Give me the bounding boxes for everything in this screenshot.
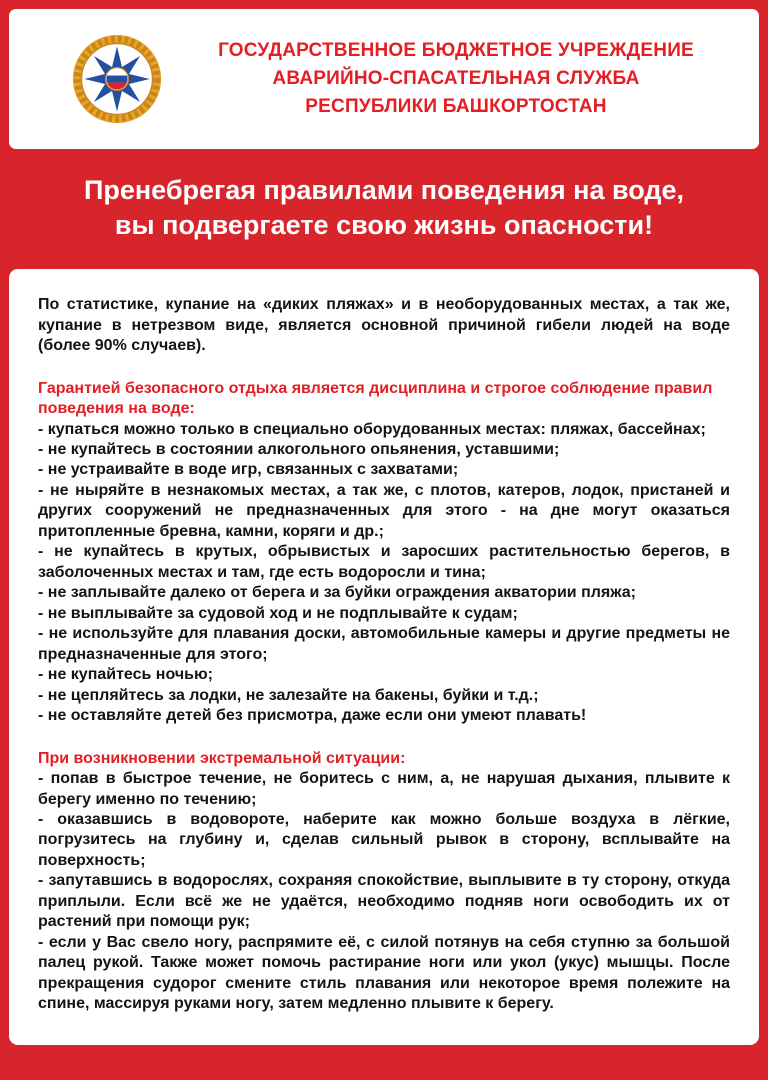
list-item: - не купайтесь ночью; [38,666,213,684]
list-item: - не ныряйте в незнакомых местах, а так же, с плотов, катеров, лодок, пристаней и других сооружений не предназначенных для этого - на дне могут оказаться притопленные бревна, камни, коряги и др.; [38,481,730,540]
emergency-heading: При возникновении экстремальной ситуации: [38,749,406,767]
rules-list [38,420,730,727]
list-item: - не купайтесь в состоянии алкогольного опьянения, уставшими; [38,441,560,458]
list-item: - не заплывайте далеко от берега и за буйки ограждения акватории пляжа; [38,584,636,602]
list-item: - оказавшись в водовороте, наберите как можно больше воздуха в лёгкие, погрузитесь на глубину и, сделав сильный рывок в сторону, всплывайте на поверхность; [38,810,730,869]
list-item: - не устраивайте в воде игр, связанных с захватами; [38,461,459,479]
warning-banner-line: Пренебрегая правилами поведения на воде, [83,175,685,205]
warning-banner [9,149,759,269]
org-title-line: ГОСУДАРСТВЕННОЕ БЮДЖЕТНОЕ УЧРЕЖДЕНИЕ [218,39,694,61]
org-title-line: РЕСПУБЛИКИ БАШКОРТОСТАН [305,96,607,118]
list-item: - не оставляйте детей без присмотра, даже если они умеют плавать! [38,707,587,725]
list-item: - если у Вас свело ногу, распрямите её, с силой потянув на себя ступню за большой палец рукой. Также может помочь растирание ноги или укол (укус) мышцы. После прекращения судорог смените стиль плавания или некоторое время полежите на спине, массируя руками ногу, затем медленно плывите к берегу. [38,933,730,1013]
list-item: - не используйте для плавания доски, автомобильные камеры и другие предметы не предназначенные для этого; [38,625,730,663]
list-item: - купаться можно только в специально оборудованных местах: пляжах, бассейнах; [38,420,706,438]
list-item: - не купайтесь в крутых, обрывистых и заросших растительностью берегов, в заболоченных местах и там, где есть водоросли и тина; [38,543,730,581]
warning-banner-line: вы подвергаете свою жизнь опасности! [114,210,654,241]
rules-heading: Гарантией безопасного отдыха является дисциплина и строгое соблюдение правил поведения на воде: [38,379,713,418]
org-title [179,37,733,121]
spacer [38,357,730,379]
emergency-list [38,769,730,1015]
list-item: - не выплывайте за судовой ход и не подплывайте к судам; [38,604,518,622]
list-item: - не цепляйтесь за лодки, не залезайте на бакены, буйки и т.д.; [38,686,539,704]
list-item: - запутавшись в водорослях, сохраняя спокойствие, выплывите в ту сторону, откуда приплыли. Если всё же не удаётся, необходимо подняв ноги освободить их от растений при помощи рук; [38,872,730,931]
header-panel [9,9,759,149]
intro-paragraph: По статистике, купание на «диких пляжах» и в необорудованных местах, а так же, купание в нетрезвом виде, является основной причиной гибели людей на воде (более 90% случаев). [38,296,730,355]
spacer [38,727,730,749]
org-title-line: АВАРИЙНО-СПАСАТЕЛЬНАЯ СЛУЖБА [272,67,640,89]
rescue-service-emblem-icon [69,31,165,127]
content-panel [9,269,759,1044]
list-item: - попав в быстрое течение, не боритесь с ним, а, не нарушая дыхания, плывите к берегу именно по течению; [38,770,730,808]
